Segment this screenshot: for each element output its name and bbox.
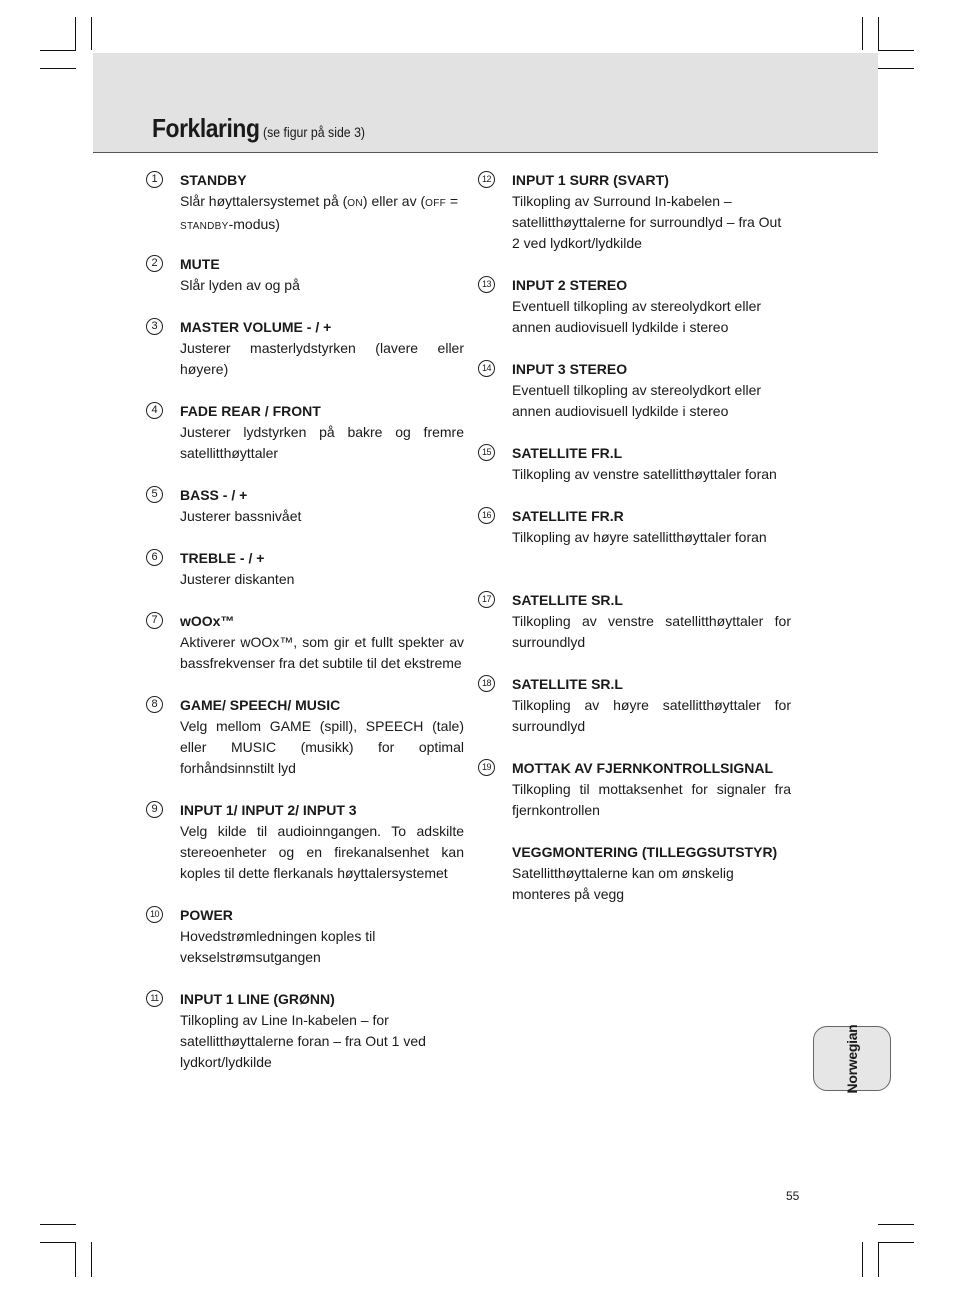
- wall-mount-description: Satellitthøyttalerne kan om ønskelig monteres på vegg: [512, 865, 734, 902]
- item-title: TREBLE - / +: [180, 550, 265, 566]
- crop-mark: [862, 17, 863, 50]
- item-description: Justerer lydstyrken på bakre og fremre satellitthøyttaler: [180, 424, 464, 461]
- item-title: BASS - / +: [180, 487, 248, 503]
- item-title: wOOx™: [180, 613, 235, 629]
- item-title: INPUT 1/ INPUT 2/ INPUT 3: [180, 802, 357, 818]
- page-number: 55: [786, 1189, 800, 1203]
- item-title: SATELLITE SR.L: [512, 592, 623, 608]
- crop-mark: [91, 1242, 92, 1277]
- item-description: Tilkopling av høyre satellitthøyttaler foran: [512, 529, 767, 545]
- item-description: Tilkopling av venstre satellitthøyttaler for surroundlyd: [512, 613, 791, 650]
- item-number: 7: [146, 612, 163, 629]
- item-description: Eventuell tilkopling av stereolydkort eller annen audiovisuell lydkilde i stereo: [512, 298, 762, 335]
- item-title: STANDBY: [180, 172, 247, 188]
- item-description: Tilkopling av Surround In-kabelen – satellitthøyttalerne for surroundlyd – fra Out 2 ved lydkort/lydkilde: [512, 193, 782, 251]
- title-text: Forklaring: [152, 113, 260, 143]
- item-description: Tilkopling av Line In-kabelen – for satellitthøyttalerne foran – fra Out 1 ved lydkort/lydkilde: [180, 1012, 426, 1070]
- item-number: 12: [478, 171, 495, 188]
- crop-mark: [862, 1242, 863, 1277]
- item-description: Tilkopling til mottaksenhet for signaler fra fjernkontrollen: [512, 781, 791, 818]
- item-number: 13: [478, 276, 495, 293]
- item-title: POWER: [180, 907, 233, 923]
- item-description: Tilkopling av venstre satellitthøyttaler foran: [512, 466, 777, 482]
- list-item: [146, 170, 464, 254]
- item-title: SATELLITE FR.R: [512, 508, 624, 524]
- item-description: Tilkopling av høyre satellitthøyttaler for surroundlyd: [512, 697, 791, 734]
- list-item: [146, 989, 464, 1073]
- item-title: INPUT 2 STEREO: [512, 277, 628, 293]
- item-title: SATELLITE FR.L: [512, 445, 623, 461]
- page-title: [152, 113, 365, 144]
- page-subtitle: (se figur på side 3): [263, 124, 366, 140]
- item-title: INPUT 1 SURR (SVART): [512, 172, 669, 188]
- list-item: [478, 359, 791, 443]
- list-item: [478, 674, 791, 758]
- item-title: INPUT 3 STEREO: [512, 361, 628, 377]
- list-item: [146, 485, 464, 548]
- item-number: 14: [478, 360, 495, 377]
- crop-mark: [878, 50, 914, 51]
- item-title: GAME/ SPEECH/ MUSIC: [180, 697, 341, 713]
- item-number: 4: [146, 402, 163, 419]
- item-number: 16: [478, 507, 495, 524]
- list-item: [478, 590, 791, 674]
- item-number: 6: [146, 549, 163, 566]
- item-number: 11: [146, 990, 163, 1007]
- item-title: INPUT 1 LINE (GRØNN): [180, 991, 335, 1007]
- wall-mount-title: VEGGMONTERING (TILLEGGSUTSTYR): [512, 844, 778, 860]
- item-description: Eventuell tilkopling av stereolydkort eller annen audiovisuell lydkilde i stereo: [512, 382, 762, 419]
- crop-mark: [75, 1242, 76, 1277]
- item-number: 3: [146, 318, 163, 335]
- crop-mark: [878, 1242, 879, 1277]
- item-description: Justerer bassnivået: [180, 508, 302, 524]
- right-column: [478, 170, 791, 905]
- list-item: [478, 443, 791, 506]
- item-description: Justerer diskanten: [180, 571, 295, 587]
- item-number: 18: [478, 675, 495, 692]
- list-item: [146, 695, 464, 800]
- item-number: 8: [146, 696, 163, 713]
- item-description: Hovedstrømledningen koples til vekselstrømsutgangen: [180, 928, 376, 965]
- item-title: SATELLITE SR.L: [512, 676, 623, 692]
- left-column: [146, 170, 464, 1073]
- language-tab: [813, 1026, 891, 1091]
- item-number: 19: [478, 759, 495, 776]
- list-item: [478, 170, 791, 275]
- crop-mark: [40, 68, 76, 69]
- item-number: 2: [146, 255, 163, 272]
- item-number: 1: [146, 171, 163, 188]
- item-description: Slår høyttalersystemet på (ON) eller av (OFF = STANDBY-modus): [180, 193, 459, 232]
- crop-mark: [878, 1242, 914, 1243]
- item-number: 10: [146, 906, 163, 923]
- crop-mark: [91, 17, 92, 50]
- crop-mark: [75, 17, 76, 50]
- list-item: [146, 611, 464, 695]
- list-item: [146, 905, 464, 989]
- list-item: [146, 800, 464, 905]
- item-number: 5: [146, 486, 163, 503]
- list-item: [478, 758, 791, 842]
- item-description: Velg kilde til audioinngangen. To adskilte stereoenheter og en firekanalsenhet kan koples til dette flerkanals høyttalersystemet: [180, 823, 464, 881]
- item-title: MUTE: [180, 256, 220, 272]
- item-number: 15: [478, 444, 495, 461]
- item-description: Aktiverer wOOx™, som gir et fullt spekter av bassfrekvenser fra det subtile til det ekstreme: [180, 634, 464, 671]
- wall-mount-section: [478, 842, 791, 905]
- item-description: Slår lyden av og på: [180, 277, 300, 293]
- list-item: [146, 317, 464, 401]
- crop-mark: [40, 1224, 76, 1225]
- list-item: [146, 401, 464, 485]
- item-description: Justerer masterlydstyrken (lavere eller høyere): [180, 340, 464, 377]
- list-item: [478, 275, 791, 359]
- list-item: [146, 548, 464, 611]
- item-number: 17: [478, 591, 495, 608]
- item-number: 9: [146, 801, 163, 818]
- crop-mark: [878, 1224, 914, 1225]
- list-item: [146, 254, 464, 317]
- crop-mark: [40, 1242, 76, 1243]
- crop-mark: [878, 17, 879, 50]
- item-title: MOTTAK AV FJERNKONTROLLSIGNAL: [512, 760, 774, 776]
- item-description: Velg mellom GAME (spill), SPEECH (tale) eller MUSIC (musikk) for optimal forhåndsinnstilt lyd: [180, 718, 464, 776]
- item-title: FADE REAR / FRONT: [180, 403, 321, 419]
- crop-mark: [878, 68, 914, 69]
- item-title: MASTER VOLUME - / +: [180, 319, 332, 335]
- list-item: [478, 506, 791, 590]
- language-tab-label: Norwegian: [844, 1024, 860, 1093]
- crop-mark: [40, 50, 76, 51]
